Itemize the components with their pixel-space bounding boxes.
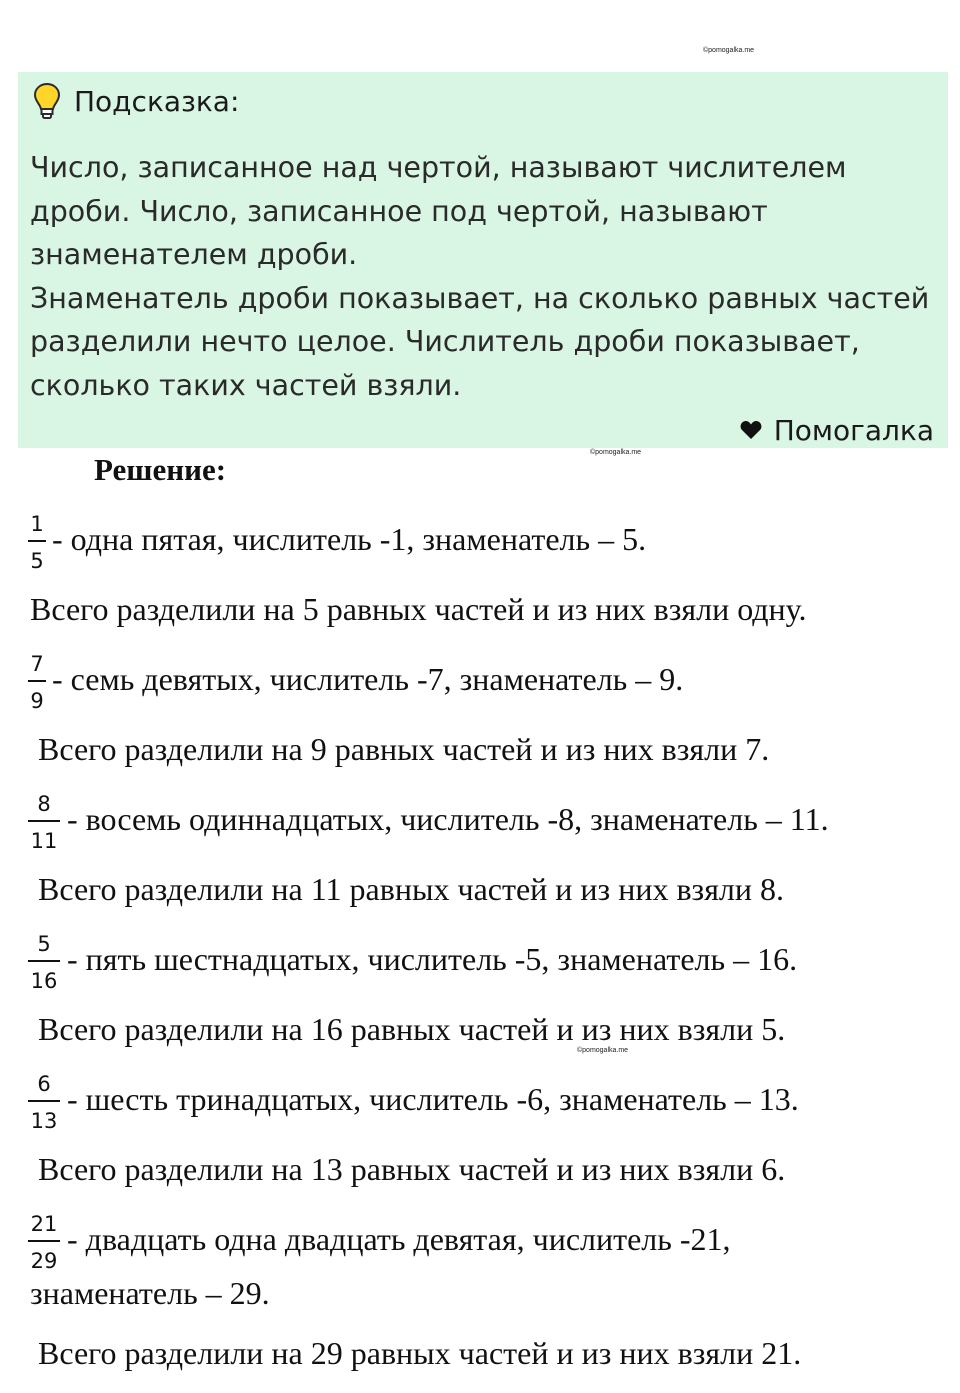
watermark-top: ©pomogalka.me — [703, 47, 755, 54]
fraction-summary: Всего разделили на 5 равных частей и из них взяли одну. — [30, 591, 807, 627]
hint-line: Знаменатель дроби показывает, на сколько равных частей — [30, 281, 930, 315]
fraction-description: - одна пятая, числитель -1, знаменатель – 5. — [52, 521, 647, 557]
heart-icon — [740, 420, 762, 440]
fraction-description: - восемь одиннадцатых, числитель -8, знаменатель – 11. — [67, 801, 829, 837]
hint-line: дроби. Число, записанное под чертой, называют — [30, 194, 768, 228]
watermark-bottom: ©pomogalka.me — [577, 1047, 629, 1054]
hint-body — [30, 146, 930, 407]
fraction — [28, 791, 60, 854]
fraction-denominator: 5 — [30, 549, 44, 573]
fraction-bar — [28, 680, 46, 682]
fraction-numerator: 21 — [30, 1212, 58, 1236]
fraction-bar — [28, 960, 60, 962]
hint-line: Число, записанное над чертой, называют числителем — [30, 151, 847, 184]
fraction-denominator: 13 — [30, 1109, 58, 1133]
fraction-description: - семь девятых, числитель -7, знаменатель – 9. — [52, 661, 684, 697]
fraction — [28, 511, 46, 574]
fraction — [28, 931, 60, 994]
fraction-bar — [28, 540, 46, 542]
brand-name: Помогалка — [773, 413, 934, 447]
fraction-numerator: 5 — [37, 932, 51, 956]
watermark-middle: ©pomogalka.me — [590, 449, 642, 456]
fraction-bar — [28, 1240, 60, 1242]
fraction-numerator: 7 — [30, 652, 44, 676]
fraction-bar — [28, 820, 60, 822]
solution-title: Решение: — [94, 452, 227, 487]
fraction-summary: Всего разделили на 13 равных частей и из них взяли 6. — [38, 1151, 786, 1187]
fraction-denominator: 11 — [30, 829, 58, 853]
fraction-denominator: 16 — [30, 969, 58, 993]
hint-title — [32, 78, 239, 124]
fraction-description: - двадцать одна двадцать девятая, числитель -21, — [67, 1221, 731, 1257]
fraction — [28, 1211, 60, 1274]
fraction-denominator: 9 — [30, 689, 44, 713]
fraction-bar — [28, 1100, 60, 1102]
fraction-numerator: 8 — [37, 792, 51, 816]
fraction-description: - пять шестнадцатых, числитель -5, знаменатель – 16. — [67, 941, 798, 977]
hint-line: знаменателем дроби. — [30, 238, 358, 271]
hint-line: разделили нечто целое. Числитель дроби показывает, — [30, 325, 860, 358]
fraction-denominator: 29 — [30, 1249, 58, 1273]
fraction-numerator: 6 — [37, 1072, 51, 1096]
fraction — [28, 1071, 60, 1134]
lightbulb-icon — [32, 81, 62, 121]
fraction-summary: Всего разделили на 16 равных частей и из них взяли 5. — [38, 1011, 786, 1047]
fraction — [28, 651, 46, 714]
fraction-description: - шесть тринадцатых, числитель -6, знаменатель – 13. — [67, 1081, 799, 1117]
fraction-description-continued: знаменатель – 29. — [30, 1275, 270, 1311]
fraction-numerator: 1 — [30, 512, 44, 536]
brand — [740, 410, 934, 450]
fraction-summary: Всего разделили на 11 равных частей и из них взяли 8. — [38, 871, 784, 907]
hint-title-text: Подсказка: — [74, 84, 240, 118]
fraction-summary: Всего разделили на 29 равных частей и из них взяли 21. — [38, 1335, 802, 1371]
fraction-summary: Всего разделили на 9 равных частей и из них взяли 7. — [38, 731, 770, 767]
hint-line: сколько таких частей взяли. — [30, 368, 462, 402]
